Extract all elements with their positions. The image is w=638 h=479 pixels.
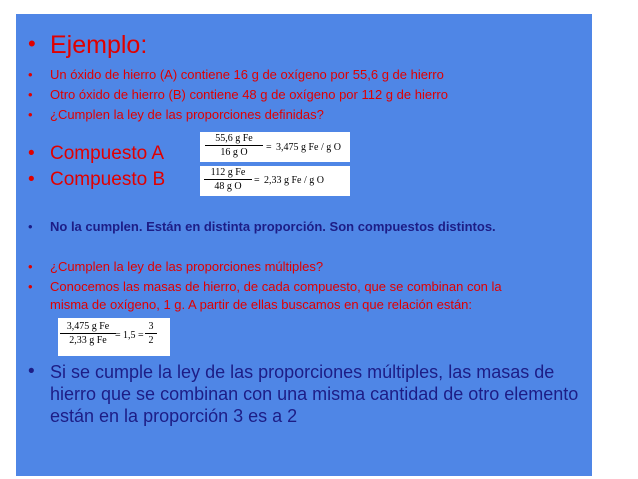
equation-a-denominator: 16 g O [220,147,248,158]
equation-c-numerator: 3,475 g Fe [66,321,110,332]
equation-a-equals: = [266,142,272,153]
bullet-dot: • [28,169,35,190]
equation-a-fraction [205,133,263,158]
fraction-bar [145,333,157,334]
equation-a-numerator: 55,6 g Fe [215,133,253,144]
compuesto-a-label: Compuesto A [50,143,165,164]
question-multiple: ¿Cumplen la ley de las proporciones múltiples? [50,259,324,274]
equation-c-ratio-denominator: 2 [148,335,154,346]
bullet-oxide-b: Otro óxido de hierro (B) contiene 48 g de oxígeno por 112 g de hierro [50,87,448,102]
equation-b-fraction [204,167,252,192]
equation-c-equals-2: = [138,330,144,341]
bullet-dot: • [28,87,33,102]
equation-b-numerator: 112 g Fe [210,167,246,178]
equation-c-denominator: 2,33 g Fe [69,335,107,346]
equation-b-result: 2,33 g Fe / g O [264,175,324,186]
explanation-line-2: misma de oxígeno, 1 g. A partir de ellas buscamos en que relación están: [50,297,473,312]
bullet-dot: • [28,67,33,82]
bullet-oxide-a: Un óxido de hierro (A) contiene 16 g de oxígeno por 55,6 g de hierro [50,67,444,82]
equation-c-ratio-numerator: 3 [148,321,154,332]
fraction-bar [60,333,116,334]
bullet-question-defined: ¿Cumplen la ley de las proporciones definidas? [50,107,324,122]
conclusion-line-1: Si se cumple la ley de las proporciones múltiples, las masas de [50,362,555,382]
bullet-dot: • [28,143,35,164]
equation-b-denominator: 48 g O [214,181,242,192]
equation-a-result: 3,475 g Fe / g O [276,142,341,153]
equation-c-fraction [60,321,116,346]
conclusion-line-2: hierro que se combinan con una misma cantidad de otro elemento [50,384,579,404]
explanation-line-1: Conocemos las masas de hierro, de cada compuesto, que se combinan con la [50,279,502,294]
fraction-bar [205,145,263,146]
answer-no-cumplen: No la cumplen. Están en distinta proporción. Son compuestos distintos. [50,219,496,234]
equation-b-equals: = [254,175,260,186]
bullet-dot: • [28,361,35,382]
compuesto-b-label: Compuesto B [50,169,166,190]
equation-c-ratio [145,321,157,346]
equation-c-mid: 1,5 [123,330,136,341]
bullet-dot: • [28,107,33,122]
fraction-bar [204,179,252,180]
bullet-dot: • [28,219,33,234]
title-bullet: • [28,31,36,56]
equation-c-equals-1: = [115,330,121,341]
bullet-dot: • [28,259,33,274]
bullet-dot: • [28,279,33,294]
conclusion-line-3: están en la proporción 3 es a 2 [50,406,298,426]
slide-title: Ejemplo: [50,31,148,59]
